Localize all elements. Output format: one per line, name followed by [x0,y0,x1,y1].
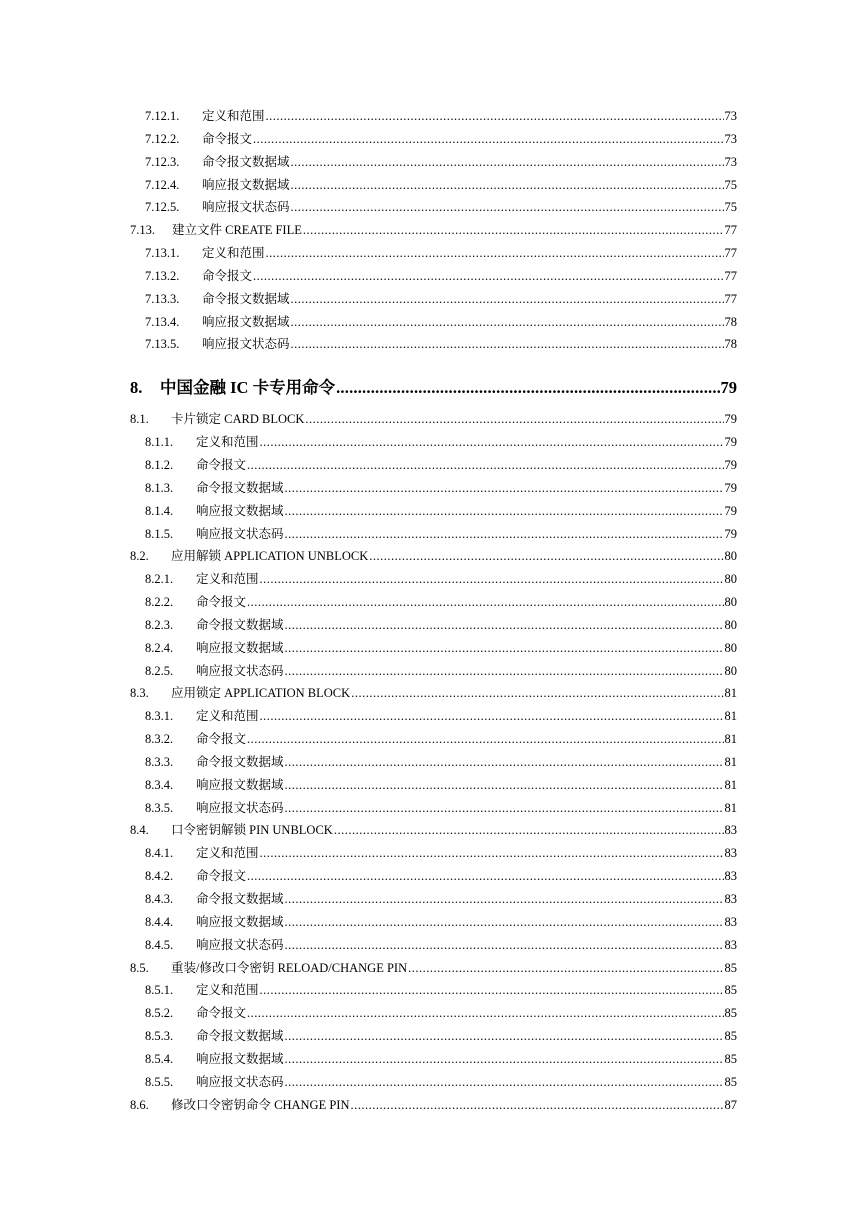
toc-dot-leader [303,219,724,242]
toc-entry-number: 8.6. [130,1097,149,1112]
toc-dot-leader [369,545,723,568]
toc-entry-number: 8.5.2. [145,1006,174,1021]
toc-page-number: 73 [724,131,737,146]
toc-page-number: 79 [724,503,737,518]
toc-entry-row[interactable] [130,128,737,151]
toc-entry-number: 8.5. [130,960,149,975]
toc-entry-number: 8.1.3. [145,480,174,495]
toc-page-number: 78 [724,337,737,352]
toc-entry-row[interactable] [130,979,737,1002]
toc-dot-leader [260,705,724,728]
toc-entry-title: 命令报文数据域 [196,754,284,769]
toc-entry-row[interactable] [130,1025,737,1048]
toc-dot-leader [305,408,723,431]
toc-entry-title: 响应报文状态码 [196,800,284,815]
toc-entry-row[interactable] [130,545,737,568]
toc-entry-row[interactable] [130,1048,737,1071]
toc-dot-leader [285,774,724,797]
toc-entry-title: 命令报文数据域 [196,1029,284,1044]
toc-page-number: 81 [724,732,737,747]
toc-page-number: 83 [724,869,737,884]
toc-page-number: 81 [724,800,737,815]
toc-entry-title: 响应报文数据域 [202,314,290,329]
toc-entry-number: 8.2.4. [145,640,174,655]
toc-page-number: 81 [724,709,737,724]
toc-dot-leader [285,1048,724,1071]
toc-entry-number: 8.3.2. [145,732,174,747]
toc-entry-row[interactable] [130,219,737,242]
toc-entry-title: 定义和范围 [196,709,259,724]
toc-entry-row[interactable] [130,105,737,128]
toc-entry-title: 响应报文状态码 [196,1074,284,1089]
toc-chapter-row[interactable] [130,370,737,406]
toc-entry-title: 命令报文数据域 [196,480,284,495]
toc-page-number: 81 [724,686,737,701]
toc-entry-row[interactable] [130,751,737,774]
toc-entry-row[interactable] [130,911,737,934]
toc-entry-title: 响应报文状态码 [202,200,290,215]
toc-entry-number: 8.3.1. [145,709,174,724]
toc-entry-row[interactable] [130,196,737,219]
toc-entry-number: 8.4. [130,823,149,838]
toc-entry-title: 口令密钥解锁 PIN UNBLOCK [171,823,333,838]
toc-entry-number: 8.2.1. [145,572,174,587]
toc-entry-title: 命令报文 [196,1006,247,1021]
toc-dot-leader [260,979,724,1002]
toc-page-number: 80 [724,595,737,610]
toc-entry-row[interactable] [130,333,737,356]
toc-page-number: 83 [724,892,737,906]
toc-entry-number: 8.4.5. [145,937,174,952]
toc-page-number: 80 [724,617,737,632]
toc-entry-title: 定义和范围 [202,246,265,261]
toc-entry-row[interactable] [130,454,737,477]
toc-dot-leader [285,660,724,683]
toc-dot-leader [266,105,724,128]
table-of-contents [130,105,737,1116]
toc-entry-row[interactable] [130,591,737,614]
toc-entry-title: 定义和范围 [196,435,259,450]
toc-entry-row[interactable] [130,842,737,865]
toc-entry-title: 响应报文数据域 [196,1051,284,1066]
toc-entry-title: 响应报文数据域 [202,177,290,192]
toc-dot-leader [285,500,724,523]
toc-page-number: 79 [724,457,737,472]
toc-dot-leader [285,888,724,911]
toc-entry-number: 8.2.2. [145,595,174,610]
toc-entry-number: 8.4.3. [145,892,174,906]
toc-entry-number: 8.2.3. [145,617,174,632]
toc-dot-leader [285,751,724,774]
toc-page-number: 85 [724,960,737,975]
toc-entry-number: 7.13.4. [145,314,180,329]
toc-dot-leader [285,637,724,660]
toc-entry-title: 命令报文数据域 [196,892,284,906]
toc-dot-leader [247,865,723,888]
toc-dot-leader [253,265,723,288]
toc-entry-title: 定义和范围 [196,572,259,587]
toc-page-number: 85 [724,1051,737,1066]
toc-entry-title: 命令报文 [202,131,253,146]
toc-entry-number: 8.5.3. [145,1029,174,1044]
toc-dot-leader [291,333,724,356]
toc-page-number: 81 [724,777,737,792]
toc-entry-row[interactable] [130,311,737,334]
toc-entry-row[interactable] [130,774,737,797]
toc-entry-title: 中国金融 IC 卡专用命令 [160,378,336,398]
toc-entry-title: 建立文件 CREATE FILE [172,223,302,238]
toc-dot-leader [291,288,724,311]
toc-entry-title: 应用解锁 APPLICATION UNBLOCK [171,549,369,564]
toc-page-number: 79 [720,378,737,398]
toc-dot-leader [260,842,724,865]
toc-page-number: 81 [724,754,737,769]
toc-dot-leader [350,1094,723,1117]
toc-entry-row[interactable] [130,637,737,660]
toc-entry-row[interactable] [130,797,737,820]
toc-dot-leader [285,1071,724,1094]
toc-dot-leader [285,797,724,820]
toc-entry-row[interactable] [130,660,737,683]
toc-entry-number: 8.1. [130,412,149,427]
toc-entry-row[interactable] [130,888,737,911]
toc-page-number: 79 [724,480,737,495]
toc-dot-leader [408,957,723,980]
toc-entry-number: 7.13.1. [145,246,180,261]
toc-entry-title: 命令报文 [196,869,247,884]
toc-entry-number: 8.4.2. [145,869,174,884]
toc-entry-title: 响应报文状态码 [196,526,284,541]
toc-entry-number: 7.13.2. [145,268,180,283]
toc-entry-title: 响应报文数据域 [196,914,284,929]
toc-entry-number: 8.5.5. [145,1074,174,1089]
toc-entry-number: 8.2. [130,549,149,564]
toc-entry-row[interactable] [130,819,737,842]
toc-entry-title: 响应报文状态码 [202,337,290,352]
toc-entry-number: 8.3.5. [145,800,174,815]
toc-dot-leader [247,1002,723,1025]
toc-entry-row[interactable] [130,431,737,454]
toc-page-number: 80 [724,549,737,564]
toc-dot-leader [285,477,724,500]
toc-entry-row[interactable] [130,1002,737,1025]
toc-dot-leader [291,174,724,197]
toc-dot-leader [334,819,724,842]
toc-entry-number: 8.2.5. [145,663,174,678]
toc-page-number: 87 [724,1097,737,1112]
toc-page-number: 85 [724,1006,737,1021]
toc-page-number: 77 [724,246,737,261]
toc-page-number: 79 [724,412,737,427]
toc-entry-title: 定义和范围 [202,109,265,123]
toc-entry-row[interactable] [130,151,737,174]
toc-entry-number: 8.1.4. [145,503,174,518]
toc-entry-row[interactable] [130,288,737,311]
toc-page-number: 77 [724,268,737,283]
toc-page-number: 83 [724,914,737,929]
toc-page-number: 79 [724,435,737,450]
toc-page-number: 80 [724,640,737,655]
toc-entry-title: 响应报文数据域 [196,777,284,792]
toc-page-number: 85 [724,1074,737,1089]
toc-page-number: 78 [724,314,737,329]
toc-entry-title: 命令报文数据域 [202,291,290,306]
toc-page-number: 77 [724,291,737,306]
toc-entry-number: 8.3. [130,686,149,701]
toc-entry-title: 命令报文 [196,595,247,610]
toc-page-number: 73 [724,154,737,169]
toc-entry-row[interactable] [130,728,737,751]
toc-entry-number: 8.5.4. [145,1051,174,1066]
toc-dot-leader [351,682,723,705]
toc-dot-leader [260,431,724,454]
toc-dot-leader [266,242,724,265]
toc-entry-number: 7.12.3. [145,154,180,169]
toc-entry-number: 7.12.4. [145,177,180,192]
toc-dot-leader [285,614,724,637]
toc-entry-row[interactable] [130,265,737,288]
toc-page-number: 85 [724,1029,737,1044]
toc-entry-title: 命令报文 [196,732,247,747]
toc-entry-title: 命令报文 [202,268,253,283]
toc-entry-number: 8.1.2. [145,457,174,472]
toc-page-number: 80 [724,572,737,587]
toc-page-number: 80 [724,663,737,678]
toc-dot-leader [285,1025,724,1048]
toc-dot-leader [247,728,723,751]
toc-entry-row[interactable] [130,408,737,431]
toc-entry-row[interactable] [130,682,737,705]
toc-dot-leader [291,311,724,334]
toc-entry-title: 定义和范围 [196,846,259,861]
toc-entry-title: 卡片锁定 CARD BLOCK [171,412,305,427]
toc-entry-title: 定义和范围 [196,983,259,998]
toc-entry-title: 命令报文 [196,457,247,472]
toc-entry-row[interactable] [130,934,737,957]
toc-entry-row[interactable] [130,500,737,523]
toc-page-number: 83 [724,823,737,838]
toc-entry-row[interactable] [130,957,737,980]
toc-entry-title: 命令报文数据域 [196,617,284,632]
toc-entry-row[interactable] [130,1094,737,1117]
toc-entry-number: 8.3.3. [145,754,174,769]
toc-dot-leader [260,568,724,591]
toc-entry-number: 7.12.1. [145,109,180,123]
toc-dot-leader [336,370,719,406]
toc-dot-leader [285,523,724,546]
toc-entry-row[interactable] [130,523,737,546]
toc-entry-title: 重装/修改口令密钥 RELOAD/CHANGE PIN [171,960,408,975]
toc-dot-leader [291,196,724,219]
toc-entry-number: 8.4.1. [145,846,174,861]
toc-entry-row[interactable] [130,174,737,197]
toc-entry-number: 7.13.3. [145,291,180,306]
toc-entry-title: 响应报文状态码 [196,663,284,678]
toc-entry-title: 响应报文状态码 [196,937,284,952]
toc-page-number: 85 [724,983,737,998]
toc-entry-row[interactable] [130,242,737,265]
toc-dot-leader [291,151,724,174]
toc-page-number: 79 [724,526,737,541]
toc-entry-title: 响应报文数据域 [196,503,284,518]
toc-entry-number: 7.12.5. [145,200,180,215]
toc-entry-title: 响应报文数据域 [196,640,284,655]
toc-page-number: 83 [724,937,737,952]
toc-dot-leader [285,911,724,934]
toc-entry-number: 7.12.2. [145,131,180,146]
toc-entry-number: 7.13. [130,223,155,238]
toc-entry-number: 7.13.5. [145,337,180,352]
toc-page-number: 73 [724,109,737,123]
toc-entry-number: 8.1.1. [145,435,174,450]
toc-dot-leader [253,128,723,151]
toc-entry-row[interactable] [130,568,737,591]
toc-page-number: 83 [724,846,737,861]
toc-entry-title: 应用锁定 APPLICATION BLOCK [171,686,351,701]
toc-dot-leader [247,454,723,477]
toc-dot-leader [247,591,723,614]
toc-entry-row[interactable] [130,705,737,728]
toc-entry-row[interactable] [130,1071,737,1094]
toc-entry-title: 命令报文数据域 [202,154,290,169]
toc-entry-number: 8.3.4. [145,777,174,792]
toc-entry-row[interactable] [130,614,737,637]
toc-entry-number: 8.5.1. [145,983,174,998]
toc-page-number: 75 [724,177,737,192]
toc-page-number: 75 [724,200,737,215]
toc-entry-row[interactable] [130,865,737,888]
toc-entry-title: 修改口令密钥命令 CHANGE PIN [171,1097,350,1112]
toc-page-number: 77 [724,223,737,238]
toc-entry-row[interactable] [130,477,737,500]
toc-dot-leader [285,934,724,957]
toc-entry-number: 8.1.5. [145,526,174,541]
toc-entry-number: 8. [130,378,143,398]
toc-entry-number: 8.4.4. [145,914,174,929]
